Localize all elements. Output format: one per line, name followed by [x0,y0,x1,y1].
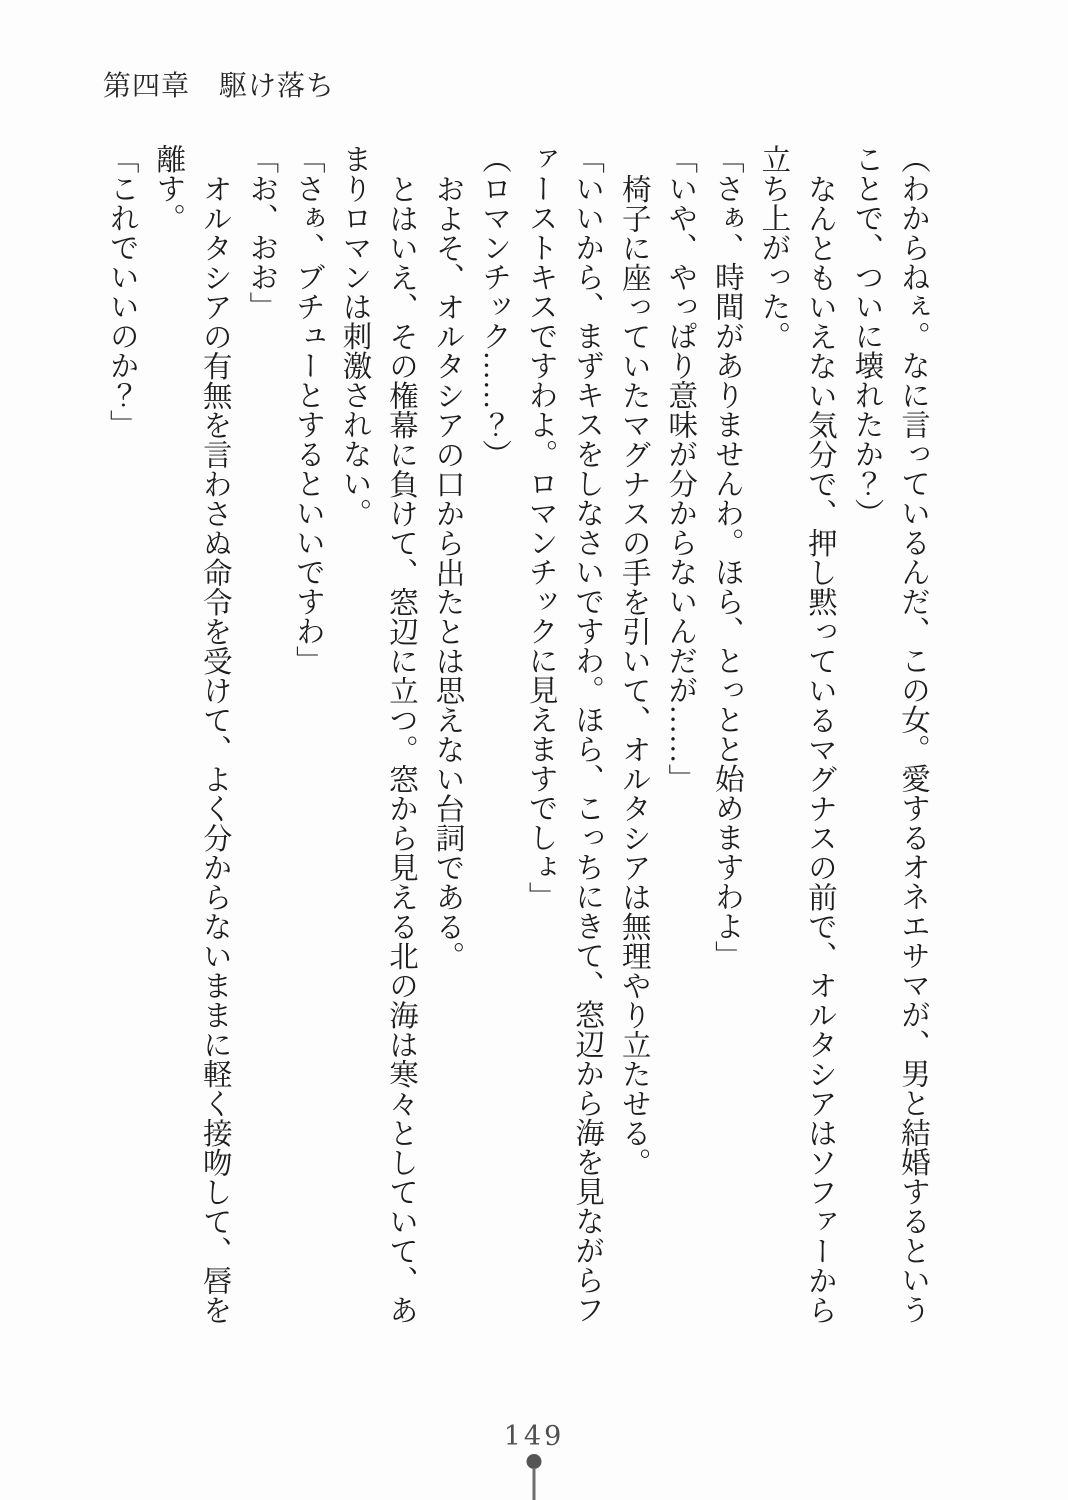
body-text [96,144,936,1336]
paragraph-thought: （わからねぇ。なに言っているんだ、この女。愛するオネエサマが、男と結婚するということで、ついに壊れたか？） [850,144,929,1324]
paragraph-dialogue: 「さぁ、ブチューとするといいですわ」 [291,144,324,675]
footer-dot-icon [527,1454,542,1469]
paragraph-narrative: なんともいえない気分で、押し黙っているマグナスの前で、オルタシアはソファーから立ち上がった。 [757,144,836,1324]
page-footer [0,1390,1068,1500]
paragraph-dialogue: 「これでいいのか？」 [105,144,138,439]
paragraph-narrative: およそ、オルタシアの口から出たとは思えない台詞である。 [431,173,464,970]
paragraph-narrative: 椅子に座っていたマグナスの手を引いて、オルタシアは無理やり立たせる。 [617,173,650,1177]
paragraph-narrative: とはいえ、その権幕に負けて、窓辺に立つ。窓から見える北の海は寒々としていて、あまりロマンは刺激されない。 [338,144,417,1324]
paragraph-narrative: オルタシアの有無を言わさぬ命令を受けて、よく分からないままに軽く接吻して、唇を離す。 [152,144,231,1324]
footer-stem-line [533,1468,536,1500]
paragraph-dialogue: 「お、おお」 [245,144,278,321]
paragraph-thought: （ロマンチック……？） [478,144,511,469]
paragraph-dialogue: 「いいから、まずキスをしなさいですわ。ほら、こっちにきて、窓辺から海を見ながらファーストキスですわよ。ロマンチックに見えますでしょ」 [524,144,604,1324]
paragraph-dialogue: 「さぁ、時間がありませんわ。ほら、とっとと始めますわよ」 [710,144,743,970]
paragraph-dialogue: 「いや、やっぱり意味が分からないんだが……」 [664,144,697,793]
chapter-header: 第四章 駆け落ち [103,71,336,102]
page-number: 149 [503,1421,565,1452]
